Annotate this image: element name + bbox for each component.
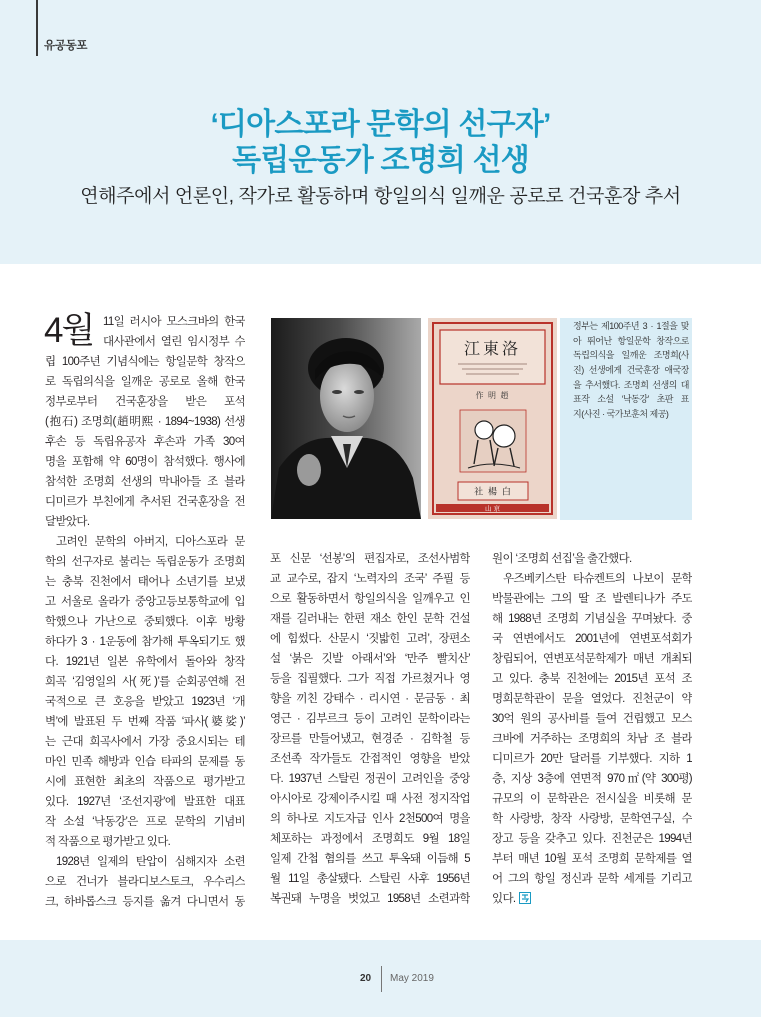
page-number: 20 bbox=[360, 973, 372, 984]
body-text-line: 고 서울로 올라가 중앙고등보통학교에 입 bbox=[45, 596, 245, 608]
page-subtitle: 연해주에서 언론인, 작가로 활동하며 항일의식 일깨운 공로로 건국훈장 추서 bbox=[80, 186, 681, 207]
body-text-line: 월 11일 총살됐다. 스탈린 사후 1956년 bbox=[270, 873, 470, 885]
body-text-line: 부터 매년 10월 포석 조명희 문학제를 열 bbox=[492, 853, 692, 865]
article-column-3 bbox=[492, 549, 692, 909]
body-text-line: 일제 간첩 혐의를 쓰고 투옥돼 이듬해 5 bbox=[270, 853, 470, 865]
body-text-line: 다. 1937년 스탈린 정권이 고려인을 중앙 bbox=[270, 773, 470, 785]
body-text-line: 마인 민족 해방과 인습 타파의 문제를 동 bbox=[45, 756, 245, 768]
body-text-line: 으로 건너가 블라디보스토크, 우수리스 bbox=[45, 876, 245, 888]
body-text-line: 어 그의 항일 정신과 문학 세계를 기리고 bbox=[492, 873, 692, 885]
book-illustration bbox=[460, 410, 526, 472]
body-text-line: 대사관에서 열린 임시정부 수 bbox=[103, 336, 245, 348]
body-text-line: 조선족 작가들도 간접적인 영향을 받았 bbox=[270, 753, 470, 765]
body-text-line: 재를 길러내는 한편 재소 한인 문학 건설 bbox=[270, 613, 470, 625]
body-text-line: 체포하는 과정에서 조명희도 9월 18일 bbox=[270, 833, 470, 845]
body-text-line: 고려인 문학의 아버지, 디아스포라 문 bbox=[56, 536, 245, 548]
body-text-line: 설 ‘붉은 깃발 아래서’와 ‘만주 빨치산’ bbox=[270, 653, 470, 665]
body-text-line: 명희문학관이 문을 열었다. 진천군이 약 bbox=[492, 693, 692, 705]
body-text-line: 로 독립의식을 일깨운 공로로 올해 한국 bbox=[45, 376, 245, 388]
body-text-line: 에 힘썼다. 산문시 ‘짓밟힌 고려’, 장편소 bbox=[270, 633, 470, 645]
body-text-line: (抱石) 조명희(趙明熙 · 1894~1938) 선생 bbox=[45, 416, 245, 428]
body-text-line: 는 근대 희곡사에서 가장 중요시되는 테 bbox=[45, 736, 245, 748]
body-text-line: 원이 ‘조명희 선집’을 출간했다. bbox=[492, 553, 632, 565]
article-column-2 bbox=[270, 549, 470, 909]
body-text-line: 디미르가 20만 달러를 기부했다. 지하 1 bbox=[492, 753, 692, 765]
book-cover bbox=[428, 318, 557, 519]
body-text-line: 참석한 조명희 선생의 막내아들 조 블라 bbox=[45, 476, 245, 488]
caption-line: 정부는 제100주년 3 · 1절을 맞 bbox=[573, 321, 689, 331]
body-text-line: 달받았다. bbox=[45, 516, 90, 528]
body-text-line: 벽’에 발표된 두 번째 작품 ‘파사(婆娑)’ bbox=[45, 716, 245, 728]
body-text-line: 박물관에는 그의 딸 조 발렌티나가 주도 bbox=[492, 593, 692, 605]
body-text-line: 우즈베키스탄 타슈켄트의 나보이 문학 bbox=[503, 573, 692, 585]
body-text-line: 크바에 거주하는 조명희의 차남 조 블라 bbox=[492, 733, 692, 745]
body-text-line: 으로 활동하면서 항일의식을 일깨우고 인 bbox=[270, 593, 470, 605]
book-publisher: 社 楊 白 bbox=[474, 487, 512, 498]
body-text-line: 디미르가 부친에게 추서된 건국훈장을 전 bbox=[45, 496, 245, 508]
body-text-line: 희곡 ‘김영일의 사(死)’를 순회공연해 전 bbox=[45, 676, 245, 688]
drop-cap: 4월 bbox=[44, 311, 94, 350]
body-text-line: 국 연변에서도 2001년에 연변포석회가 bbox=[492, 633, 692, 645]
body-text-line: 다. 1921년 일본 유학에서 돌아와 창작 bbox=[45, 656, 245, 668]
body-text-line: 향을 끼친 강태수 · 리시연 · 문금동 · 최 bbox=[270, 693, 470, 705]
page-title-line-1: ‘디아스포라 문학의 선구자’ bbox=[210, 108, 551, 141]
section-rule bbox=[36, 0, 38, 56]
body-text-line: 고 있다. 충북 진천에는 2015년 포석 조 bbox=[492, 673, 692, 685]
section-label: 유공동포 bbox=[44, 40, 88, 52]
book-author: 作 明 趙 bbox=[475, 391, 510, 400]
body-text-line: 11일 러시아 모스크바의 한국 bbox=[103, 316, 245, 328]
caption-line: 아 뛰어난 항일문학 창작으로 bbox=[573, 335, 689, 346]
body-text-line: 있다. 1927년 ‘조선지광’에 발표한 대표 bbox=[45, 796, 245, 808]
body-text-line: 영근 · 김부르크 등이 고려인 문학이라는 bbox=[270, 713, 470, 725]
body-text-line: 아시아로 강제이주시킬 때 사전 정지작업 bbox=[270, 793, 470, 805]
caption-line: 표작 소설 ‘낙동강’ 초판 표 bbox=[573, 394, 689, 405]
body-text-line: 층, 지상 3층에 연면적 970㎡(약 300평) bbox=[492, 773, 692, 785]
author-photo bbox=[271, 318, 421, 519]
book-title: 江東洛 bbox=[463, 339, 522, 358]
body-text-line: 하다가 3 · 1운동에 참가해 투옥되기도 했 bbox=[45, 636, 245, 648]
body-text-final: 있다. bbox=[492, 893, 516, 905]
body-text-line: 복권돼 누명을 벗었고 1958년 소련과학 bbox=[270, 893, 470, 905]
issue-date: May 2019 bbox=[390, 973, 434, 984]
article-column-1 bbox=[45, 312, 245, 912]
body-text-line: 크, 하바롭스크 등지를 옮겨 다니면서 동 bbox=[45, 896, 245, 908]
page-title-line-2: 독립운동가 조명희 선생 bbox=[232, 144, 529, 177]
caption-line: 지(사진 · 국가보훈처 제공) bbox=[573, 409, 669, 420]
body-text-line: 30억 원의 공사비를 들여 건립했고 모스 bbox=[492, 713, 692, 725]
caption-line: 을 추서했다. 조명희 선생의 대 bbox=[573, 379, 689, 390]
body-text-line: 해 1988년 조명희 기념실을 꾸며놨다. 중 bbox=[492, 613, 692, 625]
body-text-line: 적 작품으로 평가받고 있다. bbox=[45, 836, 171, 848]
body-text-line: 국적으로 큰 호응을 받았고 1923년 ‘개 bbox=[45, 696, 245, 708]
body-text-line: 장고 등을 갖추고 있다. 진천군은 1994년 bbox=[492, 833, 692, 845]
body-text-line: 학 사랑방, 창작 사랑방, 문학연구실, 수 bbox=[492, 813, 692, 825]
end-mark-icon bbox=[519, 891, 531, 903]
body-text-line: 1928년 일제의 탄압이 심해지자 소련 bbox=[56, 856, 245, 868]
body-text-line: 학했으나 가난으로 중퇴했다. 이후 방황 bbox=[45, 616, 245, 628]
body-text-line: 정부로부터 건국훈장을 받은 포석 bbox=[45, 396, 245, 408]
body-text-line: 포 신문 ‘선봉’의 편집자로, 조선사범학 bbox=[270, 553, 470, 565]
body-text-line: 명을 포함해 약 60명이 참석했다. 행사에 bbox=[45, 456, 245, 468]
caption-line: 진) 선생에게 건국훈장 애국장 bbox=[573, 365, 689, 376]
body-text-line: 규모의 이 문학관은 전시실을 비롯해 문 bbox=[492, 793, 692, 805]
body-text-line: 는 충북 진천에서 태어나 소년기를 보냈 bbox=[45, 576, 245, 588]
body-text-line: 작 소설 ‘낙동강’은 프로 문학의 기념비 bbox=[45, 816, 245, 828]
figure-caption bbox=[573, 319, 689, 422]
body-text-line: 등을 집필했다. 그가 직접 가르쳤거나 영 bbox=[270, 673, 470, 685]
body-text-line: 교 교수로, 잡지 ‘노력자의 조국’ 주필 등 bbox=[270, 573, 470, 585]
book-place: 山 京 bbox=[484, 504, 501, 513]
body-text-line: 후손 등 독립유공자 후손과 가족 30여 bbox=[45, 436, 245, 448]
body-text-line: 창립되어, 연변포석문학제가 매년 개최되 bbox=[492, 653, 692, 665]
body-text-line: 시에 표현한 최초의 작품으로 평가받고 bbox=[45, 776, 245, 788]
body-text-line-last bbox=[492, 889, 692, 909]
footer-divider bbox=[381, 966, 382, 992]
body-text-line: 학의 선구자로 불리는 독립운동가 조명희 bbox=[45, 556, 245, 568]
body-text-line: 의 하나로 지도자급 인사 2천500여 명을 bbox=[270, 813, 470, 825]
body-text-line: 장르를 만들어냈고, 현경준 · 김학철 등 bbox=[270, 733, 470, 745]
caption-line: 독립의식을 일깨운 조명희(사 bbox=[573, 350, 689, 361]
body-text-line: 립 100주년 기념식에는 항일문학 창작으 bbox=[45, 356, 245, 368]
